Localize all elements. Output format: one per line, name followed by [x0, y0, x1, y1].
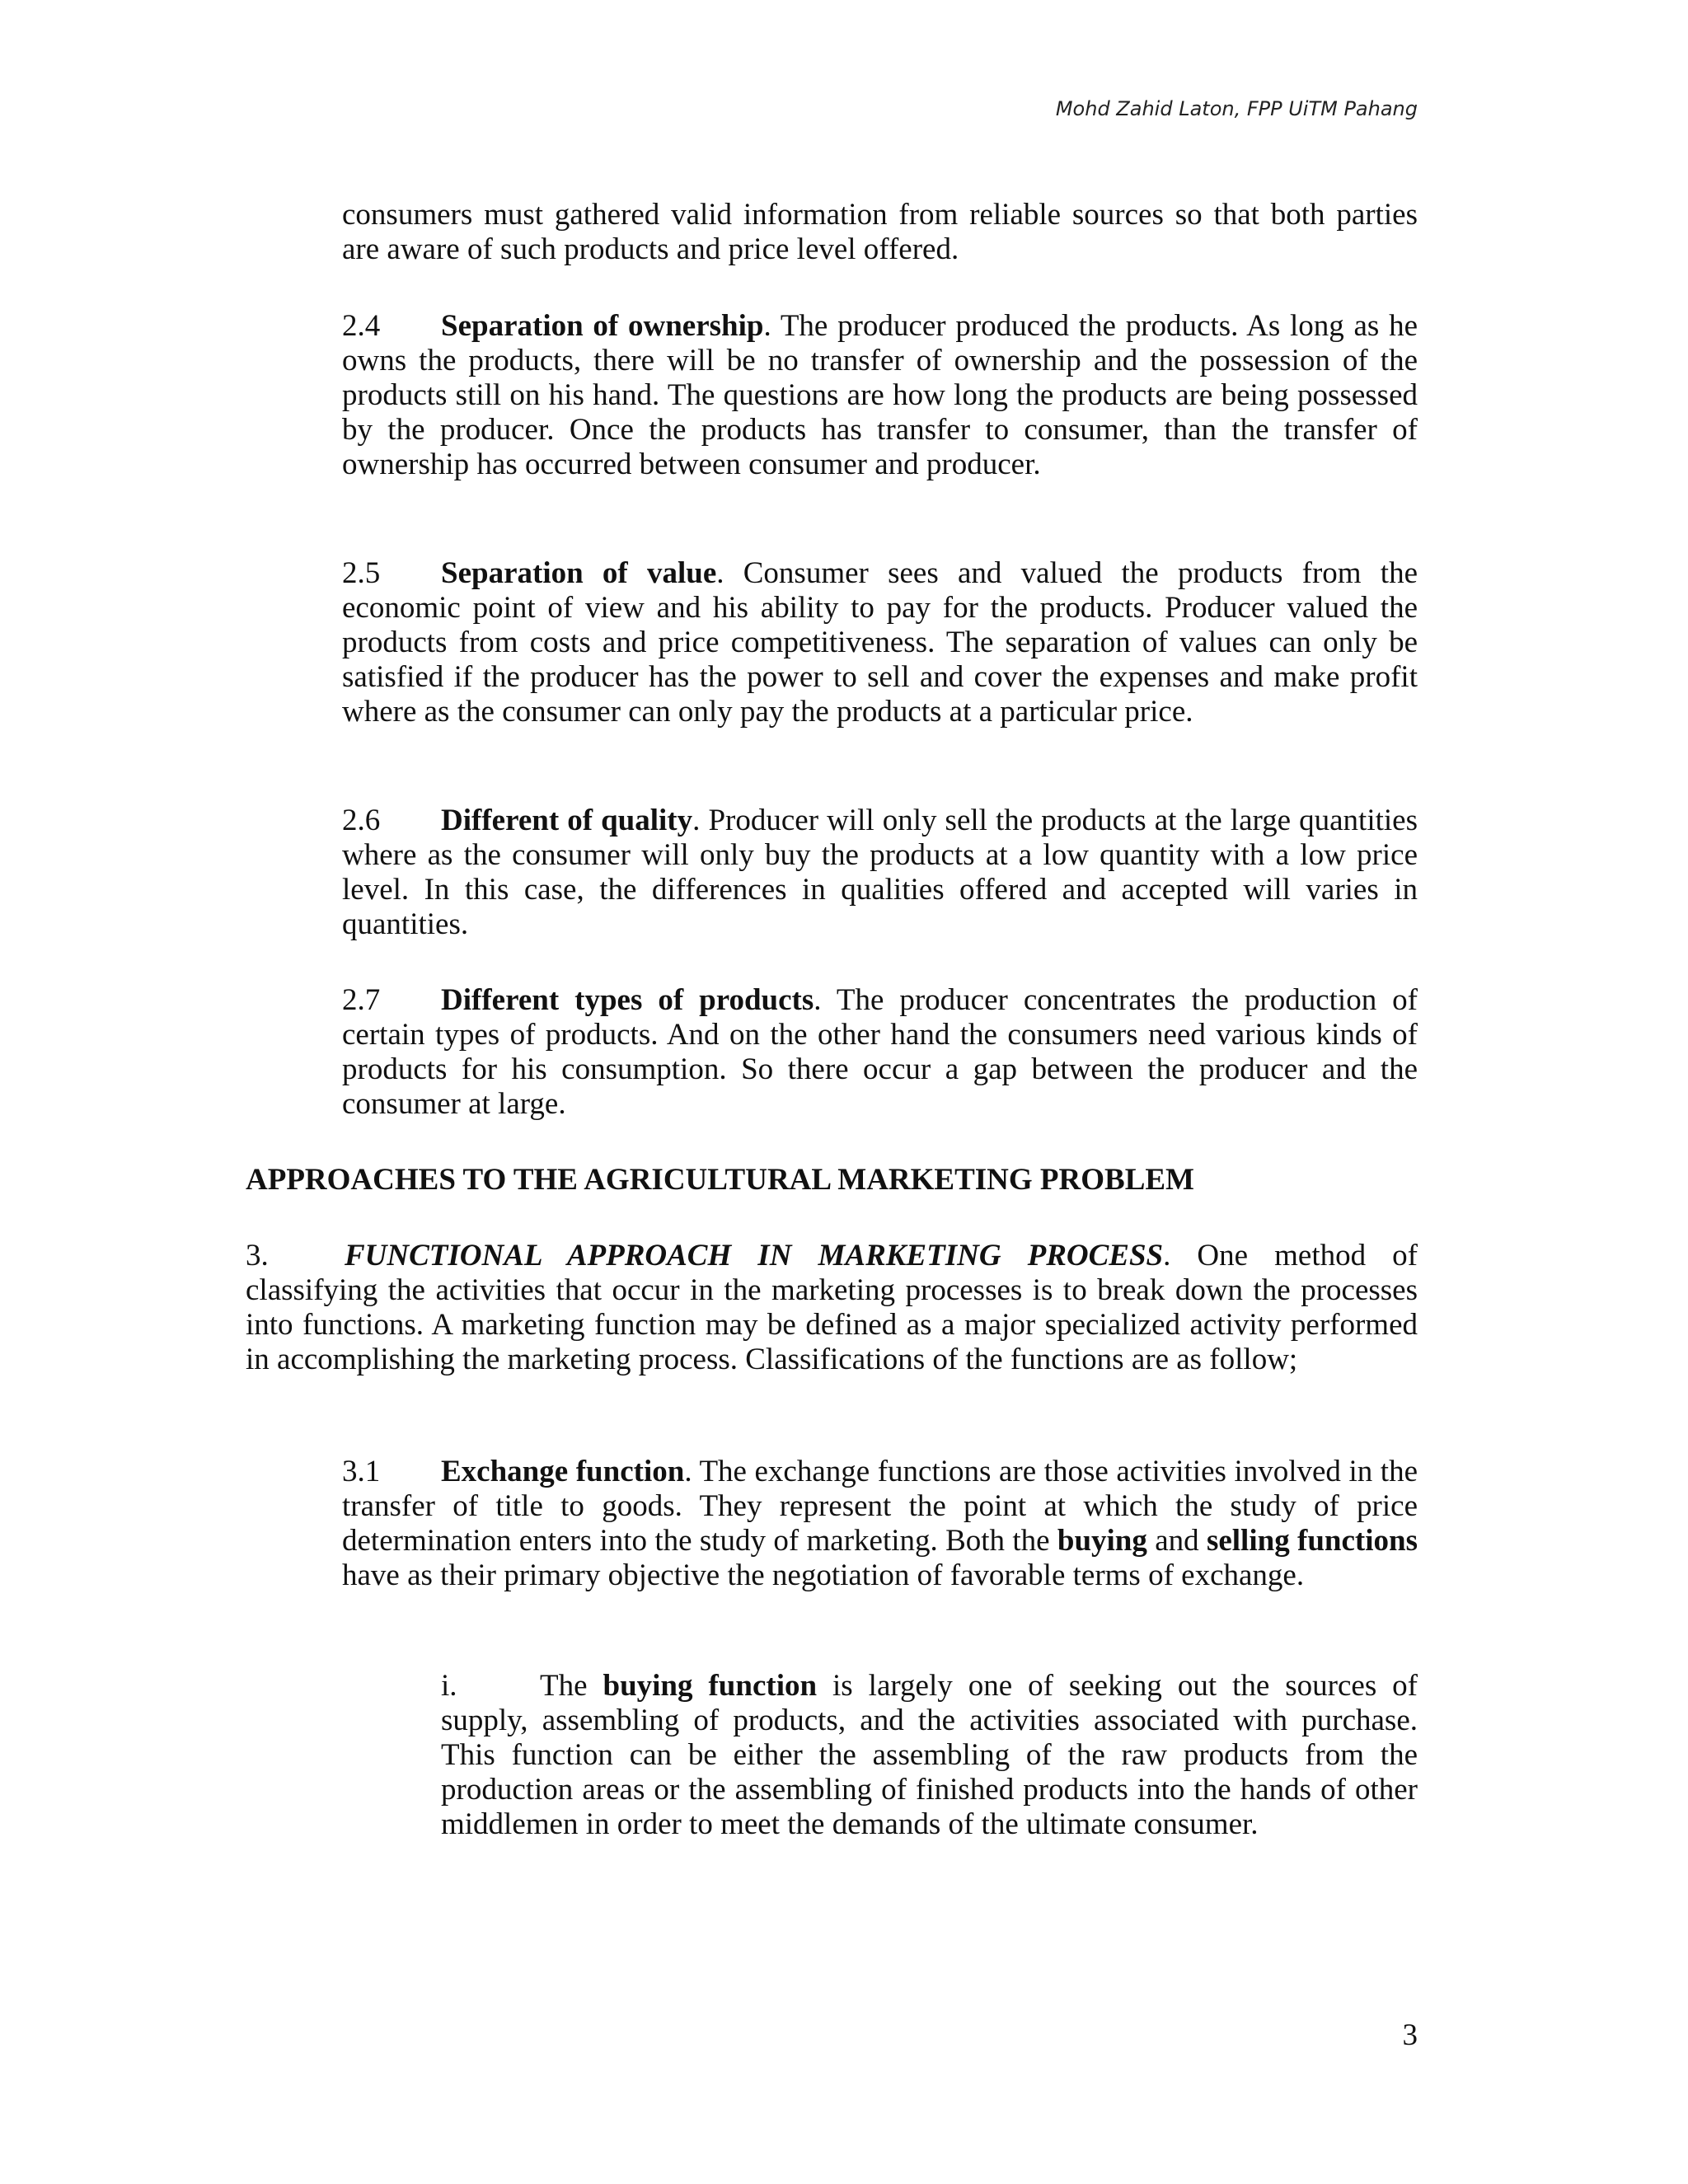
section-heading: APPROACHES TO THE AGRICULTURAL MARKETING PROBLEM [246, 1163, 1194, 1197]
item-number: 2.4 [342, 309, 381, 343]
section-title: FUNCTIONAL APPROACH IN MARKETING PROCESS [345, 1239, 1164, 1272]
item-body: is largely one of seeking out the sources of supply, assembling of products, and the activities associated with purchase. This function can be either the assembling of the raw products from the production areas or the assembling of finished products into the hands of other middlemen in order to meet the demands of the ultimate consumer. [441, 1669, 1418, 1841]
item-i [441, 1669, 1418, 1842]
item-body: . The producer produced the products. As long as he owns the products, there will be no transfer of ownership and the possession of the products still on his hand. The questions are how long the products are being possessed by the producer. Once the products has transfer to consumer, than the transfer of ownership has occurred between consumer and producer. [342, 309, 1418, 481]
section-3-paragraph [246, 1239, 1418, 1377]
intro-paragraph: consumers must gathered valid information from reliable sources so that both parties are aware of such products and price level offered. [342, 198, 1418, 266]
item-body: . The producer concentrates the production of certain types of products. And on the other hand the consumers need various kinds of products for his consumption. So there occur a gap between the producer and the consumer at large. [342, 983, 1418, 1121]
item-title: Separation of ownership [441, 309, 764, 343]
item-2-7 [342, 983, 1418, 1122]
item-body: . Consumer sees and valued the products from the economic point of view and his ability to pay for the products. Producer valued the products from costs and price competitiveness. The separation of values can only be satisfied if the producer has the power to sell and cover the expenses and make profit where as the consumer can only pay the products at a particular price. [342, 556, 1418, 729]
item-body: . Producer will only sell the products at the large quantities where as the consumer will only buy the products at a low quantity with a low price level. In this case, the differences in qualities offered and accepted will varies in quantities. [342, 804, 1418, 941]
item-2-5 [342, 556, 1418, 729]
item-body: . The exchange functions are those activities involved in the transfer of title to goods. They represent the point at which the study of price determination enters into the study of marketing. Both the [342, 1455, 1418, 1558]
item-number: 2.7 [342, 983, 381, 1017]
item-2-4 [342, 309, 1418, 482]
item-title: Exchange function [441, 1455, 685, 1488]
item-title: Different of quality [441, 804, 693, 837]
item-body: have as their primary objective the negotiation of favorable terms of exchange. [342, 1558, 1305, 1592]
item-3-1 [342, 1455, 1418, 1593]
section-number: 3. [246, 1239, 269, 1272]
item-number: i. [441, 1669, 457, 1703]
item-body: and [1146, 1524, 1207, 1558]
item-number: 2.6 [342, 804, 381, 837]
running-head: Mohd Zahid Laton, FPP UiTM Pahang [1055, 97, 1418, 120]
bold-term: selling functions [1206, 1524, 1418, 1558]
bold-term: buying [1057, 1524, 1147, 1558]
item-number: 2.5 [342, 556, 381, 590]
section-body: . One method of classifying the activities that occur in the marketing processes is to break down the processes into functions. A marketing function may be defined as a major specialized activity performed in accomplishing the marketing process. Classifications of the functions are as follow; [246, 1239, 1418, 1376]
item-2-6 [342, 804, 1418, 942]
page-number: 3 [1402, 2018, 1418, 2052]
item-number: 3.1 [342, 1455, 381, 1488]
item-title: Different types of products [441, 983, 814, 1017]
bold-term: buying function [603, 1669, 818, 1703]
item-body: The [540, 1669, 603, 1703]
item-title: Separation of value [441, 556, 717, 590]
